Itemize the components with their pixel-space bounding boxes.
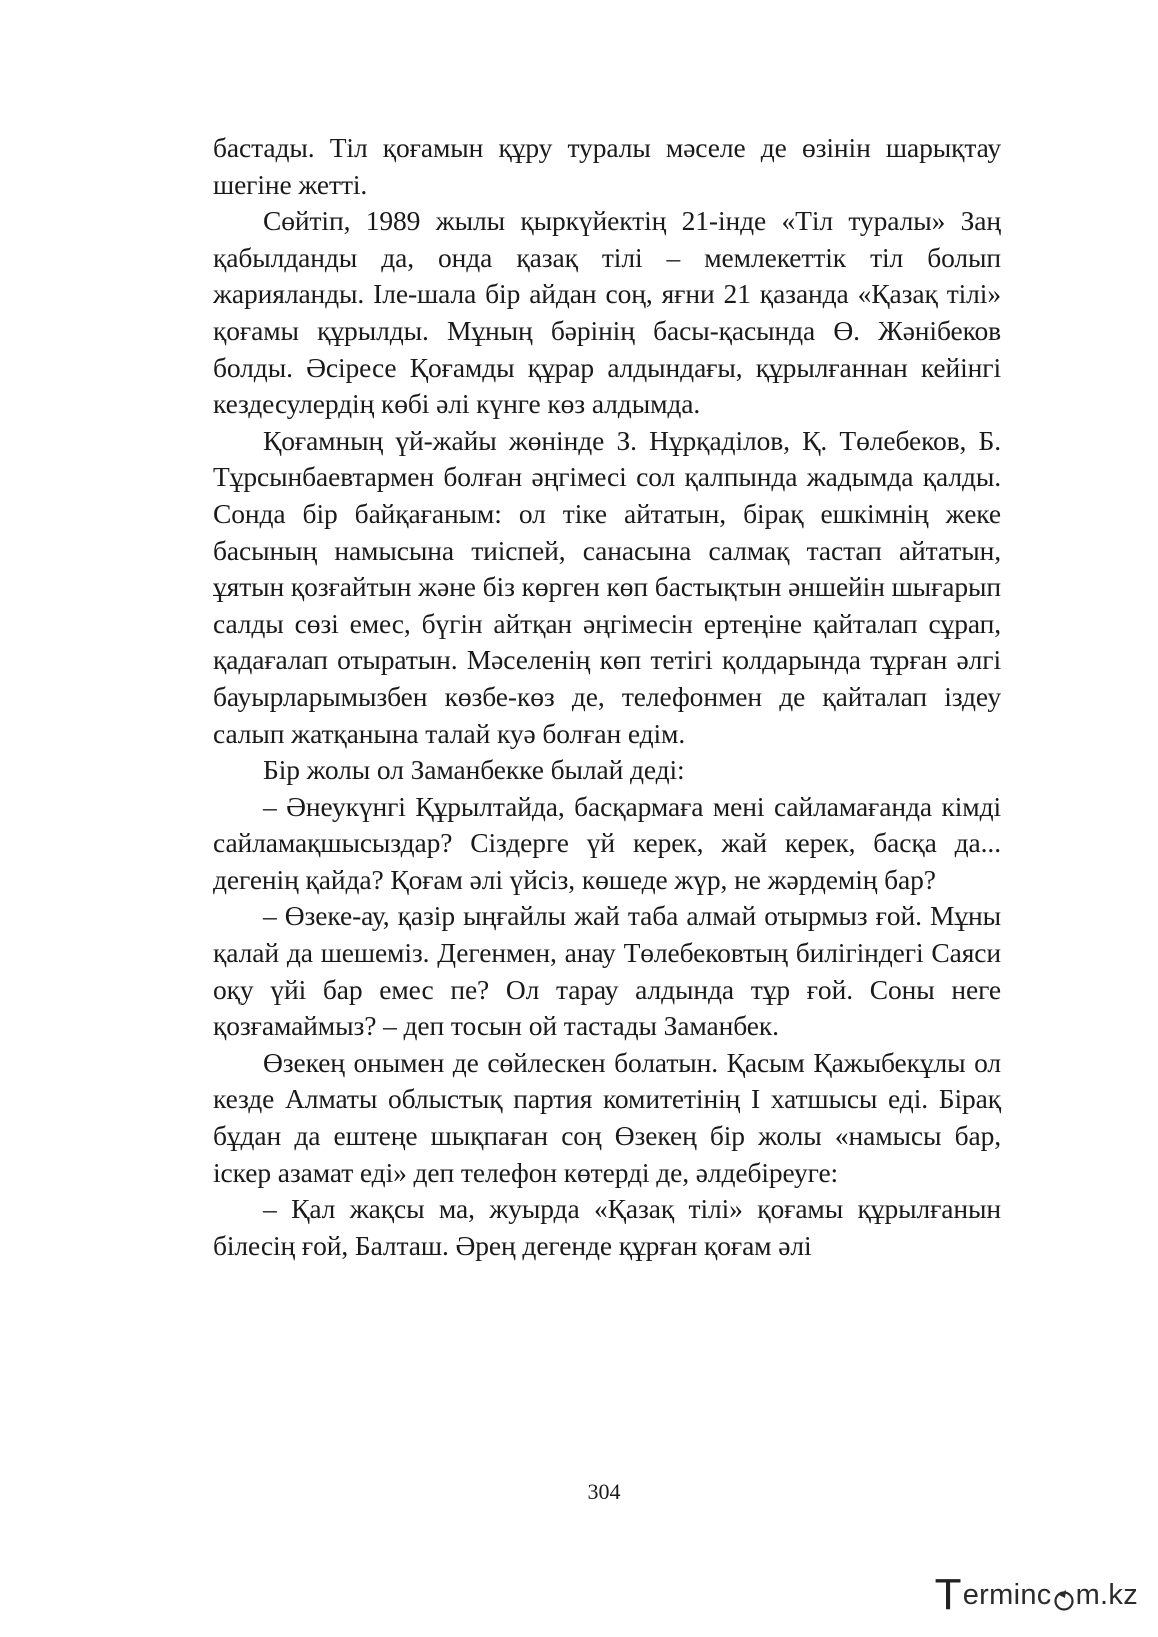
watermark-middle: erminc [962, 1578, 1052, 1611]
paragraph: Қоғамның үй-жайы жөнінде З. Нұрқаділов, Қ. Төлебеков, Б. Тұрсынбаевтармен болған әңгімесі сол қалпында жадымда қалды. Сонда бір байқағаным: ол тіке айтатын, бірақ ешкімнің жеке басының намысына тиіспей, санасына салмақ тастап айтатын, ұятын қозғайтын және біз көрген көп бастықтын әншейін шығарып салды сөзі емес, бүгін айтқан әңгімесін ертеңіне қайталап сұрап, қадағалап отыратын. Мәселенің көп тетігі қолдарында тұрған әлгі бауырларымызбен көзбе-көз де, телефонмен де қайталап іздеу салып жатқанына талай куә болған едім. [213, 424, 1001, 749]
watermark-t: T [934, 1570, 962, 1619]
paragraph: Бір жолы ол Заманбекке былай деді: [263, 754, 685, 786]
paragraph: Өзекең онымен де сөйлескен болатын. Қасым Қажыбекұлы ол кезде Алматы облыстық партия комитетінің І хатшысы еді. Бірақ бұдан да ештеңе шықпаған соң Өзекең бір жолы «намысы бар, іскер азамат еді» деп телефон көтерді де, әлдебіреуге: [213, 1046, 1001, 1188]
paragraph: Сөйтіп, 1989 жылы қыркүйектің 21-інде «Тіл туралы» Заң қабылданды да, онда қазақ тілі – мемлекеттік тіл болып жарияланды. Іле-шала бір айдан соң, яғни 21 қазанда «Қазақ тілі» қоғамы құрылды. Мұның бәрінің басы-қасында Ө. Жәнібеков болды. Әсіресе Қоғамды құрар алдындағы, құрылғаннан кейінгі кездесулердің көбі әлі күнге көз алдымда. [213, 205, 1001, 420]
page-body [213, 130, 1001, 1264]
termincom-watermark-logo [934, 1570, 1138, 1619]
sail-logo-icon [1053, 1586, 1075, 1608]
paragraph: – Әнеукүнгі Құрылтайда, басқармаға мені сайламағанда кімді сайламақшысыздар? Сіздерге үй керек, жай керек, басқа да... дегенің қайда? Қоғам әлі үйсіз, көшеде жүр, не жәрдемің бар? [213, 790, 1001, 895]
page-number: 304 [587, 1479, 621, 1504]
paragraph: – Қал жақсы ма, жуырда «Қазақ тілі» қоғамы құрылғанын білесің ғой, Балташ. Әрең дегенде құрған қоғам әлі [213, 1193, 1001, 1261]
paragraph: бастады. Тіл қоғамын құру туралы мәселе де өзінін шарықтау шегіне жетті. [213, 132, 1001, 200]
paragraph: – Өзеке-ау, қазір ыңғайлы жай таба алмай отырмыз ғой. Мұны қалай да шешеміз. Дегенмен, анау Төлебековтың билігіндегі Саяси оқу үйі бар емес пе? Ол тарау алдында тұр ғой. Соны неге қозғамаймыз? – деп тосын ой тастады Заманбек. [213, 900, 1001, 1042]
watermark-suffix: m.kz [1075, 1578, 1138, 1611]
